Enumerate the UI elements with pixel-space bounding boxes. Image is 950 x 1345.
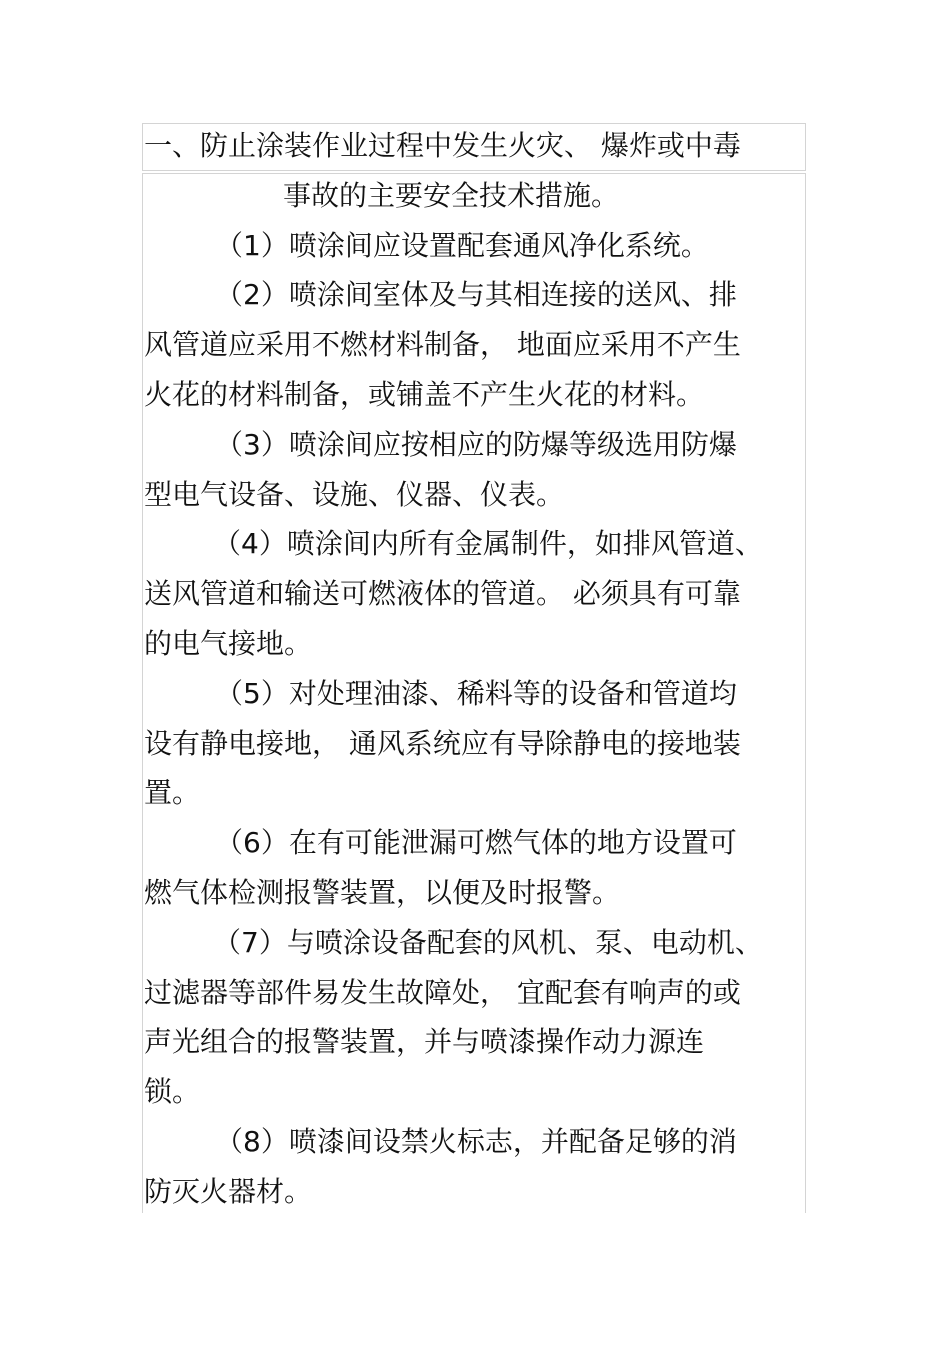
item-7-line-4: 锁。 xyxy=(144,1075,201,1108)
item-8-line-1: （8）喷漆间设禁火标志，并配备足够的消 xyxy=(215,1125,737,1158)
item-2-line-3: 火花的材料制备，或铺盖不产生火花的材料。 xyxy=(144,378,705,411)
item-7-line-1: （7）与喷涂设备配套的风机、泵、电动机、 xyxy=(213,926,763,959)
item-6-line-2: 燃气体检测报警装置，以便及时报警。 xyxy=(144,876,621,909)
item-4-line-1: （4）喷涂间内所有金属制件，如排风管道、 xyxy=(213,527,763,560)
item-7-line-2: 过滤器等部件易发生故障处， 宜配套有响声的或 xyxy=(144,976,741,1009)
item-3-line-1: （3）喷涂间应按相应的防爆等级选用防爆 xyxy=(215,428,737,461)
item-5-line-3: 置。 xyxy=(144,776,201,809)
item-2-line-1: （2）喷涂间室体及与其相连接的送风、排 xyxy=(215,278,737,311)
item-8-line-2: 防灭火器材。 xyxy=(144,1175,313,1208)
item-5-line-1: （5）对处理油漆、稀料等的设备和管道均 xyxy=(215,677,737,710)
heading-line-1: 一、防止涂装作业过程中发生火灾、 爆炸或中毒 xyxy=(144,129,741,162)
item-1-line-1: （1）喷涂间应设置配套通风净化系统。 xyxy=(215,229,709,262)
item-5-line-2: 设有静电接地， 通风系统应有导除静电的接地装 xyxy=(144,727,741,760)
item-7-line-3: 声光组合的报警装置，并与喷漆操作动力源连 xyxy=(144,1025,705,1058)
item-3-line-2: 型电气设备、设施、仪器、仪表。 xyxy=(144,478,565,511)
item-4-line-2: 送风管道和输送可燃液体的管道。 必须具有可靠 xyxy=(144,577,741,610)
item-6-line-1: （6）在有可能泄漏可燃气体的地方设置可 xyxy=(215,826,737,859)
heading-line-2: 事故的主要安全技术措施。 xyxy=(283,179,620,212)
item-2-line-2: 风管道应采用不燃材料制备， 地面应采用不产生 xyxy=(144,328,741,361)
item-4-line-3: 的电气接地。 xyxy=(144,627,313,660)
